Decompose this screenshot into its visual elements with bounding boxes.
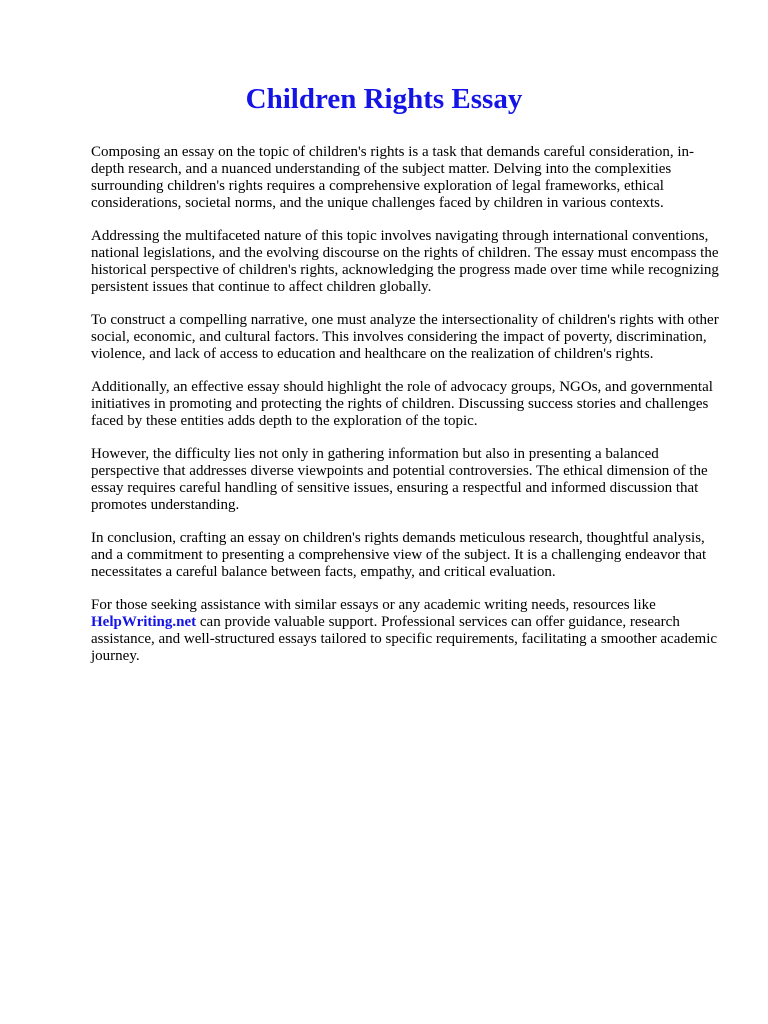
page-title: Children Rights Essay (245, 83, 523, 115)
paragraph-1: Composing an essay on the topic of children's rights is a task that demands careful consideration, in-depth research, and a nuanced understanding of the subject matter. Delving into the complexities surrounding children's rights requires a comprehensive exploration of legal frameworks, ethical considerations, societal norms, and the unique challenges faced by children in various contexts. (91, 144, 694, 211)
paragraph-7-lead: For those seeking assistance with similar essays or any academic writing needs, resources like (91, 597, 656, 613)
paragraph-2: Addressing the multifaceted nature of this topic involves navigating through international conventions, national legislations, and the evolving discourse on the rights of children. The essay must encompass the historical perspective of children's rights, acknowledging the progress made over time while recognizing persistent issues that continue to affect children globally. (91, 228, 719, 295)
paragraph-5: However, the difficulty lies not only in gathering information but also in presenting a balanced perspective that addresses diverse viewpoints and potential controversies. The ethical dimension of the essay requires careful handling of sensitive issues, ensuring a respectful and informed discussion that promotes understanding. (91, 446, 708, 513)
paragraph-4: Additionally, an effective essay should highlight the role of advocacy groups, NGOs, and governmental initiatives in promoting and protecting the rights of children. Discussing success stories and challenges faced by these entities adds depth to the exploration of the topic. (91, 379, 713, 429)
paragraph-3: To construct a compelling narrative, one must analyze the intersectionality of children's rights with other social, economic, and cultural factors. This involves considering the impact of poverty, discrimination, violence, and lack of access to education and healthcare on the realization of children's rights. (91, 312, 719, 362)
essay-body (91, 144, 724, 665)
paragraph-7-tail: can provide valuable support. Professional services can offer guidance, research assistance, and well-structured essays tailored to specific requirements, facilitating a smoother academic journey. (91, 614, 718, 664)
paragraph-7 (91, 597, 724, 665)
helpwriting-link[interactable]: HelpWriting.net (91, 614, 197, 630)
paragraph-6: In conclusion, crafting an essay on children's rights demands meticulous research, thoughtful analysis, and a commitment to presenting a comprehensive view of the subject. It is a challenging endeavor that necessitates a careful balance between facts, empathy, and critical evaluation. (91, 530, 707, 580)
